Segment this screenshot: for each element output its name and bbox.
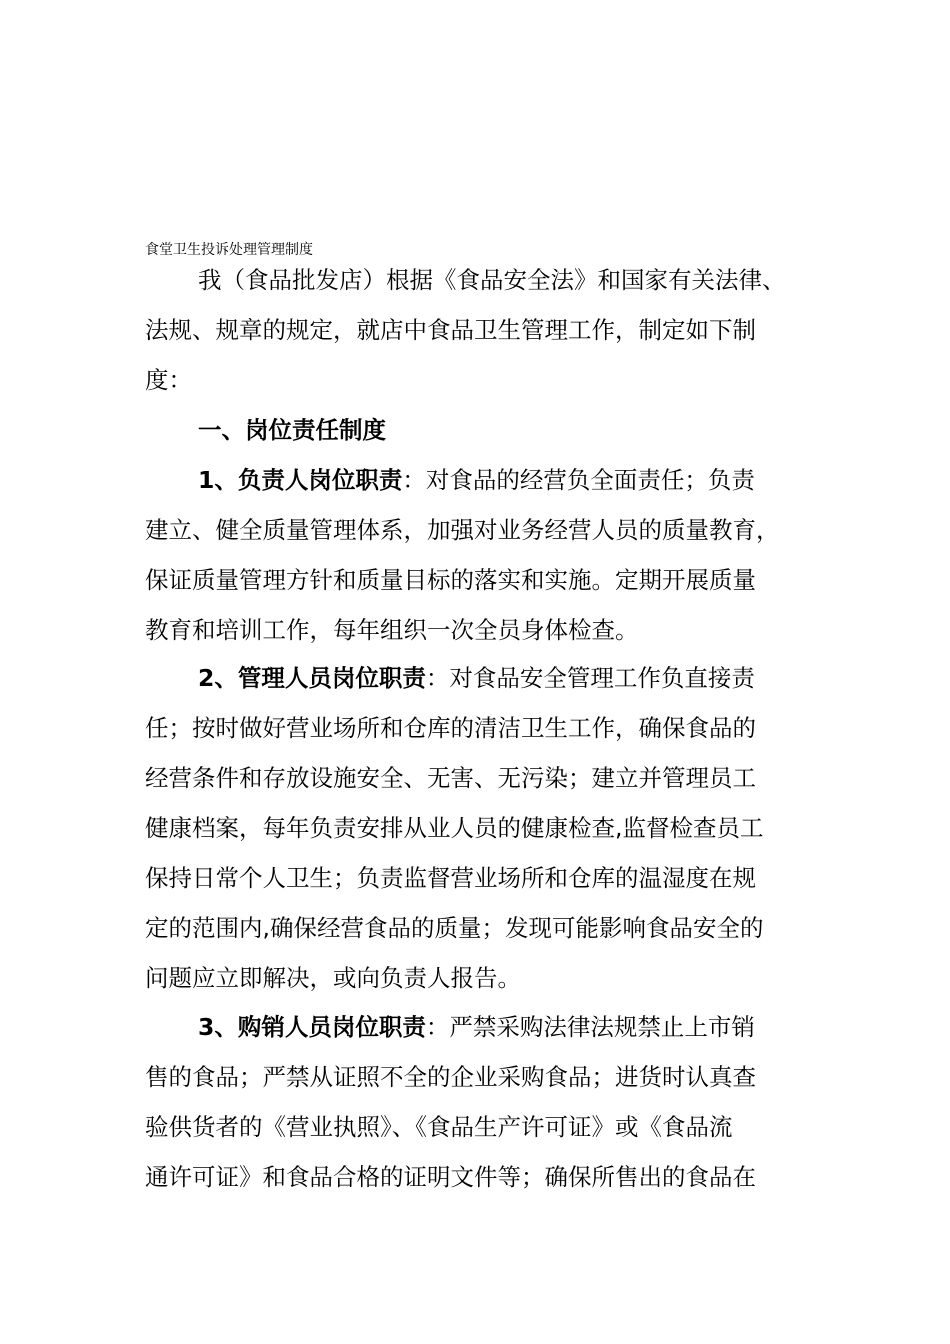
intro-line-2: 法规、规章的规定，就店中食品卫生管理工作，制定如下制 xyxy=(145,316,756,344)
item2-line-2: 任；按时做好营业场所和仓库的清洁卫生工作，确保食品的 xyxy=(145,714,756,742)
item2-first-line xyxy=(198,661,755,695)
intro-line-3: 度： xyxy=(145,366,192,394)
item2-line-3: 经营条件和存放设施安全、无害、无污染；建立并管理员工 xyxy=(145,764,756,792)
document-title: 食堂卫生投诉处理管理制度 xyxy=(145,242,313,258)
item2-line-7: 问题应立即解决，或向负责人报告。 xyxy=(145,964,521,992)
item2-line-4: 健康档案，每年负责安排从业人员的健康检查,监督检查员工 xyxy=(145,814,764,842)
item2-heading: 2、管理人员岗位职责 xyxy=(198,664,426,692)
item3-first-line xyxy=(198,1010,755,1044)
section-heading: 一、岗位责任制度 xyxy=(198,416,386,444)
item3-line-2: 售的食品；严禁从证照不全的企业采购食品；进货时认真查 xyxy=(145,1063,756,1091)
item2-text: ：对食品安全管理工作负直接责 xyxy=(425,664,755,692)
item1-first-line xyxy=(198,463,755,497)
intro-line-1: 我（食品批发店）根据《食品安全法》和国家有关法律、 xyxy=(198,266,786,294)
item3-line-4: 通许可证》和食品合格的证明文件等；确保所售出的食品在 xyxy=(145,1163,756,1191)
item1-line-2: 建立、健全质量管理体系，加强对业务经营人员的质量教育， xyxy=(145,516,780,544)
item2-line-6: 定的范围内,确保经营食品的质量；发现可能影响食品安全的 xyxy=(145,914,764,942)
item3-heading: 3、购销人员岗位职责 xyxy=(198,1013,426,1041)
item1-line-4: 教育和培训工作，每年组织一次全员身体检查。 xyxy=(145,616,639,644)
item1-heading: 1、负责人岗位职责 xyxy=(198,466,403,494)
item1-text: ：对食品的经营负全面责任；负责 xyxy=(402,466,755,494)
item3-line-3: 验供货者的《营业执照》、《食品生产许可证》或《食品流 xyxy=(145,1113,733,1141)
item2-line-5: 保持日常个人卫生；负责监督营业场所和仓库的温湿度在规 xyxy=(145,864,756,892)
item1-line-3: 保证质量管理方针和质量目标的落实和实施。定期开展质量 xyxy=(145,566,756,594)
item3-text: ：严禁采购法律法规禁止上市销 xyxy=(425,1013,755,1041)
